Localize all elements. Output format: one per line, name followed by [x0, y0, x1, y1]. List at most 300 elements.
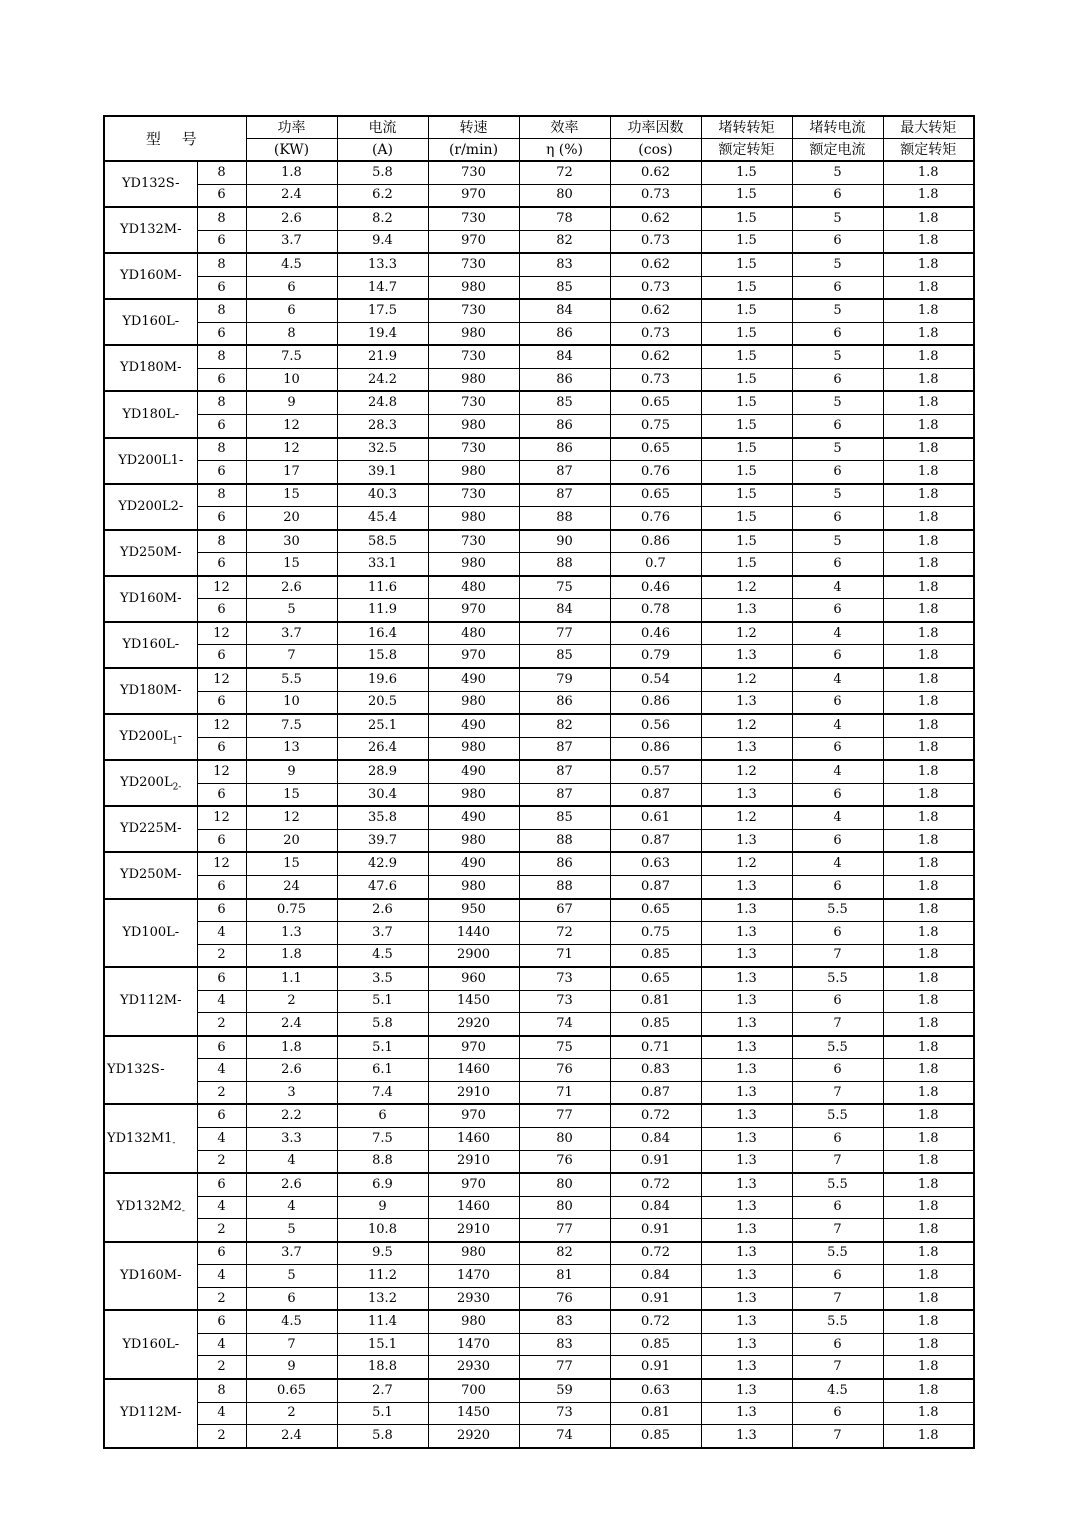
current-cell: 4.5: [337, 944, 428, 967]
power-cell: 0.65: [246, 1379, 337, 1402]
power-cell: 12: [246, 438, 337, 461]
power-factor-cell: 0.83: [610, 1059, 701, 1082]
locked-torque-cell: 1.5: [701, 484, 792, 507]
current-cell: 13.3: [337, 253, 428, 276]
model-name: YD132S-: [107, 1062, 165, 1078]
max-torque-cell: 1.8: [883, 345, 974, 368]
power-factor-cell: 0.46: [610, 622, 701, 645]
locked-torque-cell: 1.3: [701, 899, 792, 922]
poles-cell: 8: [197, 253, 246, 276]
poles-cell: 2: [197, 1287, 246, 1310]
max-torque-cell: 1.8: [883, 1013, 974, 1036]
model-cell: [104, 622, 197, 668]
poles-cell: 4: [197, 1333, 246, 1356]
locked-torque-cell: 1.3: [701, 1081, 792, 1104]
header-speed-unit: (r/min): [428, 139, 519, 162]
table-row: [104, 1059, 974, 1082]
current-cell: 5.8: [337, 161, 428, 184]
current-cell: 24.8: [337, 391, 428, 414]
max-torque-cell: 1.8: [883, 415, 974, 438]
efficiency-cell: 79: [519, 668, 610, 691]
model-cell: [104, 207, 197, 253]
header-max-torque: 最大转矩: [883, 116, 974, 139]
locked-torque-cell: 1.2: [701, 622, 792, 645]
table-row: [104, 1081, 974, 1104]
model-subscript: -: [181, 1206, 185, 1217]
max-torque-cell: 1.8: [883, 438, 974, 461]
current-cell: 28.3: [337, 415, 428, 438]
model-cell: [104, 391, 197, 437]
locked-current-cell: 6: [792, 322, 883, 345]
power-factor-cell: 0.73: [610, 322, 701, 345]
poles-cell: 6: [197, 645, 246, 668]
efficiency-cell: 86: [519, 438, 610, 461]
efficiency-cell: 88: [519, 553, 610, 576]
header-power-unit: (KW): [246, 139, 337, 162]
power-cell: 6: [246, 299, 337, 322]
power-cell: 3.3: [246, 1127, 337, 1150]
power-factor-cell: 0.73: [610, 368, 701, 391]
table-row: [104, 1356, 974, 1379]
model-name: YD132M1: [107, 1130, 173, 1146]
current-cell: 15.8: [337, 645, 428, 668]
header-speed: 转速: [428, 116, 519, 139]
table-row: [104, 829, 974, 852]
poles-cell: 2: [197, 1081, 246, 1104]
locked-torque-cell: 1.3: [701, 1425, 792, 1448]
max-torque-cell: 1.8: [883, 461, 974, 484]
speed-cell: 2910: [428, 1219, 519, 1242]
power-cell: 8: [246, 322, 337, 345]
model-cell: [104, 438, 197, 484]
current-cell: 19.6: [337, 668, 428, 691]
poles-cell: 6: [197, 507, 246, 530]
model-cell: [104, 1036, 197, 1105]
poles-cell: 6: [197, 829, 246, 852]
power-cell: 2.6: [246, 1059, 337, 1082]
speed-cell: 980: [428, 875, 519, 898]
power-factor-cell: 0.71: [610, 1036, 701, 1059]
efficiency-cell: 74: [519, 1013, 610, 1036]
efficiency-cell: 67: [519, 899, 610, 922]
locked-torque-cell: 1.3: [701, 944, 792, 967]
max-torque-cell: 1.8: [883, 1425, 974, 1448]
speed-cell: 970: [428, 1036, 519, 1059]
speed-cell: 970: [428, 599, 519, 622]
locked-torque-cell: 1.5: [701, 530, 792, 553]
locked-torque-cell: 1.3: [701, 1287, 792, 1310]
power-cell: 13: [246, 737, 337, 760]
poles-cell: 12: [197, 714, 246, 737]
efficiency-cell: 90: [519, 530, 610, 553]
efficiency-cell: 82: [519, 230, 610, 253]
model-header: 型 号: [104, 116, 246, 161]
speed-cell: 980: [428, 276, 519, 299]
current-cell: 5.1: [337, 1036, 428, 1059]
power-cell: 7.5: [246, 345, 337, 368]
locked-current-cell: 6: [792, 507, 883, 530]
power-cell: 1.1: [246, 967, 337, 990]
model-name: YD160L-: [122, 314, 180, 330]
locked-torque-cell: 1.3: [701, 1379, 792, 1402]
max-torque-cell: 1.8: [883, 1127, 974, 1150]
header-current: 电流: [337, 116, 428, 139]
power-factor-cell: 0.72: [610, 1104, 701, 1127]
model-cell: [104, 1173, 197, 1242]
max-torque-cell: 1.8: [883, 161, 974, 184]
table-row: [104, 184, 974, 207]
poles-cell: 12: [197, 760, 246, 783]
power-cell: 1.8: [246, 161, 337, 184]
poles-cell: 4: [197, 1196, 246, 1219]
header-power-factor: 功率因数: [610, 116, 701, 139]
speed-cell: 2910: [428, 1081, 519, 1104]
power-factor-cell: 0.56: [610, 714, 701, 737]
speed-cell: 970: [428, 1104, 519, 1127]
max-torque-cell: 1.8: [883, 783, 974, 806]
power-factor-cell: 0.65: [610, 967, 701, 990]
current-cell: 5.8: [337, 1013, 428, 1036]
speed-cell: 2930: [428, 1287, 519, 1310]
current-cell: 14.7: [337, 276, 428, 299]
header-efficiency-unit: η (%): [519, 139, 610, 162]
poles-cell: 6: [197, 553, 246, 576]
header-power: 功率: [246, 116, 337, 139]
power-factor-cell: 0.91: [610, 1356, 701, 1379]
locked-current-cell: 4: [792, 760, 883, 783]
speed-cell: 480: [428, 622, 519, 645]
locked-torque-cell: 1.3: [701, 599, 792, 622]
model-name: YD160L-: [122, 636, 180, 652]
power-factor-cell: 0.75: [610, 415, 701, 438]
power-cell: 3.7: [246, 230, 337, 253]
current-cell: 5.1: [337, 990, 428, 1013]
poles-cell: 4: [197, 1127, 246, 1150]
locked-torque-cell: 1.3: [701, 829, 792, 852]
current-cell: 3.5: [337, 967, 428, 990]
power-cell: 4.5: [246, 1310, 337, 1333]
current-cell: 5.1: [337, 1402, 428, 1425]
efficiency-cell: 87: [519, 783, 610, 806]
locked-torque-cell: 1.3: [701, 783, 792, 806]
table-row: [104, 737, 974, 760]
efficiency-cell: 83: [519, 1310, 610, 1333]
power-cell: 10: [246, 691, 337, 714]
speed-cell: 980: [428, 1310, 519, 1333]
power-factor-cell: 0.65: [610, 899, 701, 922]
speed-cell: 730: [428, 161, 519, 184]
speed-cell: 1460: [428, 1127, 519, 1150]
table-row: [104, 783, 974, 806]
table-row: [104, 622, 974, 645]
model-cell: [104, 967, 197, 1036]
current-cell: 42.9: [337, 852, 428, 875]
efficiency-cell: 80: [519, 1173, 610, 1196]
locked-current-cell: 6: [792, 415, 883, 438]
max-torque-cell: 1.8: [883, 1081, 974, 1104]
table-row: [104, 368, 974, 391]
locked-torque-cell: 1.3: [701, 990, 792, 1013]
speed-cell: 730: [428, 484, 519, 507]
locked-current-cell: 6: [792, 829, 883, 852]
poles-cell: 8: [197, 438, 246, 461]
efficiency-cell: 75: [519, 576, 610, 599]
header-locked-torque: 堵转转矩: [701, 116, 792, 139]
model-name: YD180M-: [119, 683, 182, 699]
locked-current-cell: 5: [792, 253, 883, 276]
table-row: [104, 1036, 974, 1059]
table-row: [104, 875, 974, 898]
table-row: [104, 161, 974, 184]
efficiency-cell: 72: [519, 161, 610, 184]
efficiency-cell: 88: [519, 507, 610, 530]
max-torque-cell: 1.8: [883, 1036, 974, 1059]
power-cell: 6: [246, 1287, 337, 1310]
locked-current-cell: 6: [792, 461, 883, 484]
locked-current-cell: 6: [792, 230, 883, 253]
locked-current-cell: 6: [792, 276, 883, 299]
locked-torque-cell: 1.5: [701, 207, 792, 230]
model-cell: [104, 1104, 197, 1173]
efficiency-cell: 86: [519, 415, 610, 438]
header-efficiency: 效率: [519, 116, 610, 139]
locked-current-cell: 7: [792, 1150, 883, 1173]
model-name: YD250M-: [119, 544, 182, 560]
locked-torque-cell: 1.2: [701, 714, 792, 737]
current-cell: 20.5: [337, 691, 428, 714]
locked-torque-cell: 1.5: [701, 368, 792, 391]
model-cell: [104, 161, 197, 207]
efficiency-cell: 80: [519, 184, 610, 207]
power-factor-cell: 0.87: [610, 1081, 701, 1104]
locked-current-cell: 7: [792, 1425, 883, 1448]
locked-current-cell: 6: [792, 922, 883, 945]
current-cell: 8.8: [337, 1150, 428, 1173]
current-cell: 25.1: [337, 714, 428, 737]
table-row: [104, 230, 974, 253]
locked-torque-cell: 1.3: [701, 1059, 792, 1082]
poles-cell: 4: [197, 1059, 246, 1082]
max-torque-cell: 1.8: [883, 645, 974, 668]
power-cell: 30: [246, 530, 337, 553]
poles-cell: 6: [197, 1242, 246, 1265]
efficiency-cell: 87: [519, 461, 610, 484]
power-factor-cell: 0.72: [610, 1173, 701, 1196]
speed-cell: 2930: [428, 1356, 519, 1379]
power-cell: 2.6: [246, 207, 337, 230]
power-factor-cell: 0.62: [610, 207, 701, 230]
power-cell: 2: [246, 990, 337, 1013]
poles-cell: 12: [197, 576, 246, 599]
table-row: [104, 530, 974, 553]
poles-cell: 8: [197, 161, 246, 184]
poles-cell: 4: [197, 1265, 246, 1288]
locked-torque-cell: 1.5: [701, 415, 792, 438]
table-row: [104, 944, 974, 967]
power-cell: 12: [246, 415, 337, 438]
efficiency-cell: 74: [519, 1425, 610, 1448]
power-factor-cell: 0.65: [610, 391, 701, 414]
efficiency-cell: 83: [519, 1333, 610, 1356]
table-row: [104, 207, 974, 230]
table-row: [104, 967, 974, 990]
current-cell: 18.8: [337, 1356, 428, 1379]
power-cell: 9: [246, 391, 337, 414]
locked-current-cell: 5.5: [792, 1310, 883, 1333]
poles-cell: 6: [197, 783, 246, 806]
max-torque-cell: 1.8: [883, 1287, 974, 1310]
speed-cell: 730: [428, 299, 519, 322]
model-cell: [104, 299, 197, 345]
power-cell: 9: [246, 760, 337, 783]
speed-cell: 980: [428, 461, 519, 484]
power-factor-cell: 0.81: [610, 990, 701, 1013]
table-row: [104, 253, 974, 276]
power-cell: 7: [246, 645, 337, 668]
locked-current-cell: 7: [792, 1219, 883, 1242]
locked-current-cell: 5: [792, 299, 883, 322]
power-cell: 2: [246, 1402, 337, 1425]
locked-current-cell: 6: [792, 368, 883, 391]
model-name: YD200L1-: [118, 452, 184, 468]
locked-current-cell: 6: [792, 1265, 883, 1288]
poles-cell: 12: [197, 622, 246, 645]
efficiency-cell: 86: [519, 322, 610, 345]
model-name: YD132M2: [116, 1199, 182, 1215]
max-torque-cell: 1.8: [883, 899, 974, 922]
locked-current-cell: 6: [792, 875, 883, 898]
locked-current-cell: 6: [792, 553, 883, 576]
speed-cell: 2910: [428, 1150, 519, 1173]
table-row: [104, 1402, 974, 1425]
table-row: [104, 760, 974, 783]
current-cell: 9.4: [337, 230, 428, 253]
power-cell: 15: [246, 852, 337, 875]
poles-cell: 6: [197, 1104, 246, 1127]
power-factor-cell: 0.63: [610, 852, 701, 875]
model-cell: [104, 760, 197, 806]
efficiency-cell: 72: [519, 922, 610, 945]
locked-torque-cell: 1.3: [701, 1196, 792, 1219]
power-cell: 20: [246, 829, 337, 852]
speed-cell: 970: [428, 1173, 519, 1196]
locked-current-cell: 7: [792, 1013, 883, 1036]
current-cell: 33.1: [337, 553, 428, 576]
poles-cell: 8: [197, 484, 246, 507]
locked-current-cell: 4: [792, 622, 883, 645]
power-factor-cell: 0.73: [610, 230, 701, 253]
power-factor-cell: 0.84: [610, 1265, 701, 1288]
efficiency-cell: 77: [519, 1104, 610, 1127]
table-row: [104, 1013, 974, 1036]
model-name: YD160M-: [119, 590, 182, 606]
locked-current-cell: 5.5: [792, 1173, 883, 1196]
current-cell: 11.2: [337, 1265, 428, 1288]
table-row: [104, 668, 974, 691]
power-factor-cell: 0.85: [610, 1013, 701, 1036]
locked-torque-cell: 1.5: [701, 230, 792, 253]
poles-cell: 6: [197, 322, 246, 345]
poles-cell: 6: [197, 967, 246, 990]
poles-cell: 2: [197, 944, 246, 967]
power-cell: 1.8: [246, 1036, 337, 1059]
header-locked-current-unit: 额定电流: [792, 139, 883, 162]
poles-cell: 6: [197, 461, 246, 484]
efficiency-cell: 75: [519, 1036, 610, 1059]
speed-cell: 480: [428, 576, 519, 599]
locked-torque-cell: 1.3: [701, 1265, 792, 1288]
poles-cell: 6: [197, 276, 246, 299]
max-torque-cell: 1.8: [883, 967, 974, 990]
poles-cell: 2: [197, 1425, 246, 1448]
max-torque-cell: 1.8: [883, 230, 974, 253]
current-cell: 39.7: [337, 829, 428, 852]
locked-current-cell: 6: [792, 1333, 883, 1356]
locked-torque-cell: 1.3: [701, 1104, 792, 1127]
model-suffix: -: [177, 729, 183, 745]
power-cell: 1.3: [246, 922, 337, 945]
efficiency-cell: 82: [519, 714, 610, 737]
efficiency-cell: 84: [519, 345, 610, 368]
locked-torque-cell: 1.3: [701, 967, 792, 990]
power-factor-cell: 0.91: [610, 1219, 701, 1242]
power-factor-cell: 0.91: [610, 1287, 701, 1310]
power-factor-cell: 0.87: [610, 829, 701, 852]
power-cell: 9: [246, 1356, 337, 1379]
max-torque-cell: 1.8: [883, 253, 974, 276]
efficiency-cell: 80: [519, 1196, 610, 1219]
locked-current-cell: 6: [792, 1059, 883, 1082]
model-cell: [104, 484, 197, 530]
locked-current-cell: 6: [792, 783, 883, 806]
power-factor-cell: 0.62: [610, 299, 701, 322]
locked-current-cell: 7: [792, 1356, 883, 1379]
locked-torque-cell: 1.5: [701, 345, 792, 368]
locked-current-cell: 6: [792, 599, 883, 622]
locked-current-cell: 5: [792, 484, 883, 507]
speed-cell: 980: [428, 507, 519, 530]
model-cell: [104, 899, 197, 968]
current-cell: 11.6: [337, 576, 428, 599]
poles-cell: 8: [197, 530, 246, 553]
locked-torque-cell: 1.5: [701, 322, 792, 345]
efficiency-cell: 77: [519, 1219, 610, 1242]
poles-cell: 6: [197, 899, 246, 922]
power-factor-cell: 0.63: [610, 1379, 701, 1402]
efficiency-cell: 71: [519, 944, 610, 967]
speed-cell: 970: [428, 184, 519, 207]
poles-cell: 6: [197, 230, 246, 253]
speed-cell: 980: [428, 1242, 519, 1265]
power-cell: 3: [246, 1081, 337, 1104]
max-torque-cell: 1.8: [883, 207, 974, 230]
speed-cell: 1450: [428, 990, 519, 1013]
current-cell: 19.4: [337, 322, 428, 345]
table-row: [104, 599, 974, 622]
max-torque-cell: 1.8: [883, 299, 974, 322]
power-factor-cell: 0.62: [610, 161, 701, 184]
current-cell: 11.9: [337, 599, 428, 622]
current-cell: 47.6: [337, 875, 428, 898]
table-row: [104, 415, 974, 438]
current-cell: 35.8: [337, 806, 428, 829]
locked-current-cell: 4: [792, 668, 883, 691]
power-cell: 5: [246, 599, 337, 622]
speed-cell: 970: [428, 645, 519, 668]
model-subscript: 1: [171, 736, 178, 747]
efficiency-cell: 85: [519, 806, 610, 829]
poles-cell: 8: [197, 391, 246, 414]
